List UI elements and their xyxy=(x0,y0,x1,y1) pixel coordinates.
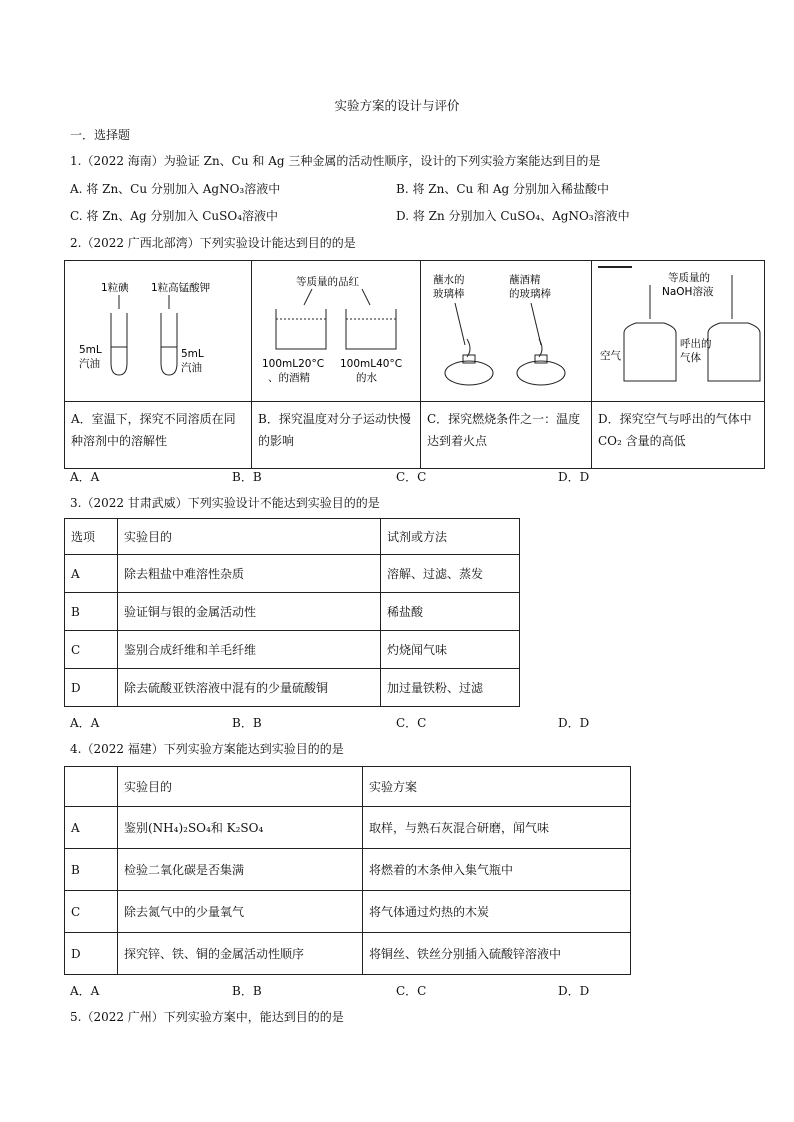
table-row xyxy=(65,631,520,669)
figure-b-caption: B．探究温度对分子运动快慢的影响 xyxy=(252,401,420,468)
figure-d-label-exhaled: 呼出的 xyxy=(680,338,712,350)
q3-cell: B xyxy=(65,593,118,631)
question-4-stem: 4.（2022 福建）下列实验方案能达到实验目的的是 xyxy=(70,742,344,756)
table-row xyxy=(65,555,520,593)
figure-d-label-naoh: NaOH溶液 xyxy=(662,286,714,298)
figure-a-label-solvent-right: 汽油 xyxy=(181,362,202,374)
figure-d-gas-bottles xyxy=(592,261,764,401)
question-1-option-a: A. 将 Zn、Cu 分别加入 AgNO₃溶液中 xyxy=(70,182,281,196)
q3-cell: 除去粗盐中难溶性杂质 xyxy=(118,555,381,593)
question-5-stem: 5.（2022 广州）下列实验方案中，能达到目的的是 xyxy=(70,1010,344,1024)
q4-cell: B xyxy=(65,849,118,891)
section-heading: 一．选择题 xyxy=(70,128,131,142)
q4-header-option xyxy=(65,767,118,807)
figure-d-caption: D．探究空气与呼出的气体中 CO₂ 含量的高低 xyxy=(592,401,764,468)
figure-b-beakers xyxy=(252,261,420,401)
figure-c-label-water: 蘸水的 xyxy=(433,274,465,286)
question-4-table xyxy=(64,766,631,975)
page-title: 实验方案的设计与评价 xyxy=(334,98,460,113)
question-2-choice-b: B．B xyxy=(232,470,262,484)
table-row xyxy=(65,593,520,631)
q4-header-purpose: 实验目的 xyxy=(118,767,363,807)
q3-cell: 加过量铁粉、过滤 xyxy=(381,669,520,707)
figure-c-label-rod: 玻璃棒 xyxy=(433,288,465,300)
figure-c-caption: C．探究燃烧条件之一：温度达到着火点 xyxy=(421,401,591,468)
q4-cell: 鉴别(NH₄)₂SO₄和 K₂SO₄ xyxy=(118,807,363,849)
q3-cell: C xyxy=(65,631,118,669)
q4-cell: A xyxy=(65,807,118,849)
q3-cell: D xyxy=(65,669,118,707)
question-1-option-b: B. 将 Zn、Cu 和 Ag 分别加入稀盐酸中 xyxy=(396,182,610,196)
question-4-choice-b: B．B xyxy=(232,984,262,998)
q3-cell: 鉴别合成纤维和羊毛纤维 xyxy=(118,631,381,669)
q4-cell: 检验二氧化碳是否集满 xyxy=(118,849,363,891)
q4-cell: 将铜丝、铁丝分别插入硫酸锌溶液中 xyxy=(363,933,631,975)
figure-b-label-ethanol-temp: 100mL20°C xyxy=(262,358,325,370)
figure-b-label-ethanol: 、的酒精 xyxy=(268,372,310,384)
table-row xyxy=(65,891,631,933)
figure-d-label-gas: 气体 xyxy=(680,352,701,364)
figure-a-label-kmno4: 1粒高锰酸钾 xyxy=(151,282,211,294)
question-4-choice-c: C．C xyxy=(396,984,427,998)
question-3-choice-d: D．D xyxy=(558,716,590,730)
table-row xyxy=(65,933,631,975)
question-3-choice-c: C．C xyxy=(396,716,427,730)
question-4-choice-d: D．D xyxy=(558,984,590,998)
figure-a-label-iodine: 1粒碘 xyxy=(101,282,129,294)
figure-d-label-equal-mass: 等质量的 xyxy=(668,272,710,284)
table-row xyxy=(65,669,520,707)
question-2-choice-a: A．A xyxy=(70,470,100,484)
question-1-stem: 1.（2022 海南）为验证 Zn、Cu 和 Ag 三种金属的活动性顺序，设计的下列实验方案能达到目的是 xyxy=(70,154,601,168)
figure-d-cell xyxy=(592,261,765,469)
question-2-stem: 2.（2022 广西北部湾）下列实验设计能达到目的的是 xyxy=(70,236,356,250)
q3-cell: 验证铜与银的金属活动性 xyxy=(118,593,381,631)
figure-b-cell xyxy=(252,261,421,469)
figure-c-cell xyxy=(421,261,592,469)
question-3-table xyxy=(64,518,520,707)
q4-cell: 探究锌、铁、铜的金属活动性顺序 xyxy=(118,933,363,975)
q3-header-purpose: 实验目的 xyxy=(118,519,381,555)
figure-a-label-solvent-left: 汽油 xyxy=(79,358,100,370)
figure-a-label-volume-left: 5mL xyxy=(79,344,102,356)
question-3-choice-b: B．B xyxy=(232,716,262,730)
figure-a-label-volume-right: 5mL xyxy=(181,348,204,360)
question-3-choice-a: A．A xyxy=(70,716,100,730)
q3-cell: 灼烧闻气味 xyxy=(381,631,520,669)
q3-cell: A xyxy=(65,555,118,593)
q4-header-plan: 实验方案 xyxy=(363,767,631,807)
table-row xyxy=(65,807,631,849)
figure-a-cell xyxy=(65,261,252,469)
question-2-choice-c: C．C xyxy=(396,470,427,484)
q3-cell: 除去硫酸亚铁溶液中混有的少量硫酸铜 xyxy=(118,669,381,707)
figure-c-label-alcohol: 蘸酒精 xyxy=(509,274,541,286)
table-row xyxy=(65,849,631,891)
question-2-figure-table xyxy=(64,260,765,469)
figure-d-label-air: 空气 xyxy=(600,350,621,362)
q4-cell: 除去氮气中的少量氧气 xyxy=(118,891,363,933)
figure-a-caption: A．室温下，探究不同溶质在同种溶剂中的溶解性 xyxy=(65,401,251,468)
q4-cell: 将气体通过灼热的木炭 xyxy=(363,891,631,933)
q4-cell: D xyxy=(65,933,118,975)
question-2-choice-d: D．D xyxy=(558,470,590,484)
q3-cell: 稀盐酸 xyxy=(381,593,520,631)
figure-a-test-tubes xyxy=(65,261,251,401)
q4-cell: 取样，与熟石灰混合研磨，闻气味 xyxy=(363,807,631,849)
figure-b-label-water: 的水 xyxy=(356,372,377,384)
question-4-choice-a: A．A xyxy=(70,984,100,998)
q3-cell: 溶解、过滤、蒸发 xyxy=(381,555,520,593)
question-1-option-d: D. 将 Zn 分别加入 CuSO₄、AgNO₃溶液中 xyxy=(396,209,630,223)
q3-header-method: 试剂或方法 xyxy=(381,519,520,555)
q4-cell: C xyxy=(65,891,118,933)
figure-c-alcohol-lamps xyxy=(421,261,591,401)
q3-header-option: 选项 xyxy=(65,519,118,555)
question-3-stem: 3.（2022 甘肃武威）下列实验设计不能达到实验目的的是 xyxy=(70,496,380,510)
figure-c-label-alcohol-rod: 的玻璃棒 xyxy=(509,288,551,300)
question-1-option-c: C. 将 Zn、Ag 分别加入 CuSO₄溶液中 xyxy=(70,209,279,223)
figure-b-label-dye: 等质量的品红 xyxy=(296,276,359,288)
q4-cell: 将燃着的木条伸入集气瓶中 xyxy=(363,849,631,891)
figure-b-label-water-temp: 100mL40°C xyxy=(340,358,403,370)
